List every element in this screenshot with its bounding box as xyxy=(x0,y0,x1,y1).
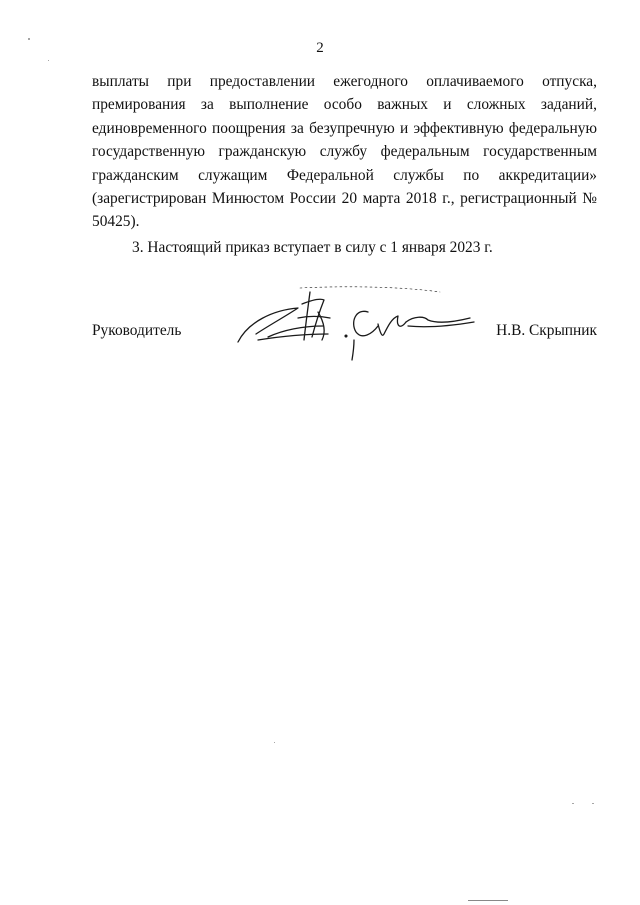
signatory-name: Н.В. Скрыпник xyxy=(496,322,597,339)
document-body xyxy=(92,70,597,259)
page-number: 2 xyxy=(316,40,324,56)
scan-speck xyxy=(48,60,49,61)
scan-speck xyxy=(592,803,594,804)
paragraph-continuation: выплаты при предоставлении ежегодного оплачиваемого отпуска, премирования за выполнение особо важных и сложных заданий, единовременного поощрения за безупречную и эффективную федеральную государственную гражданскую службу федеральным государственным гражданским служащим Федеральной службы по аккредитации» (зарегистрирован Минюстом России 20 марта 2018 г., регистрационный № 50425). xyxy=(92,73,597,231)
scan-speck xyxy=(274,742,275,743)
handwritten-signature xyxy=(228,282,478,362)
scan-speck xyxy=(28,38,30,40)
scan-speck xyxy=(468,900,508,901)
scan-speck xyxy=(572,803,574,804)
signatory-role: Руководитель xyxy=(92,322,182,339)
paragraph-item-3: 3. Настоящий приказ вступает в силу с 1 января 2023 г. xyxy=(132,238,493,256)
